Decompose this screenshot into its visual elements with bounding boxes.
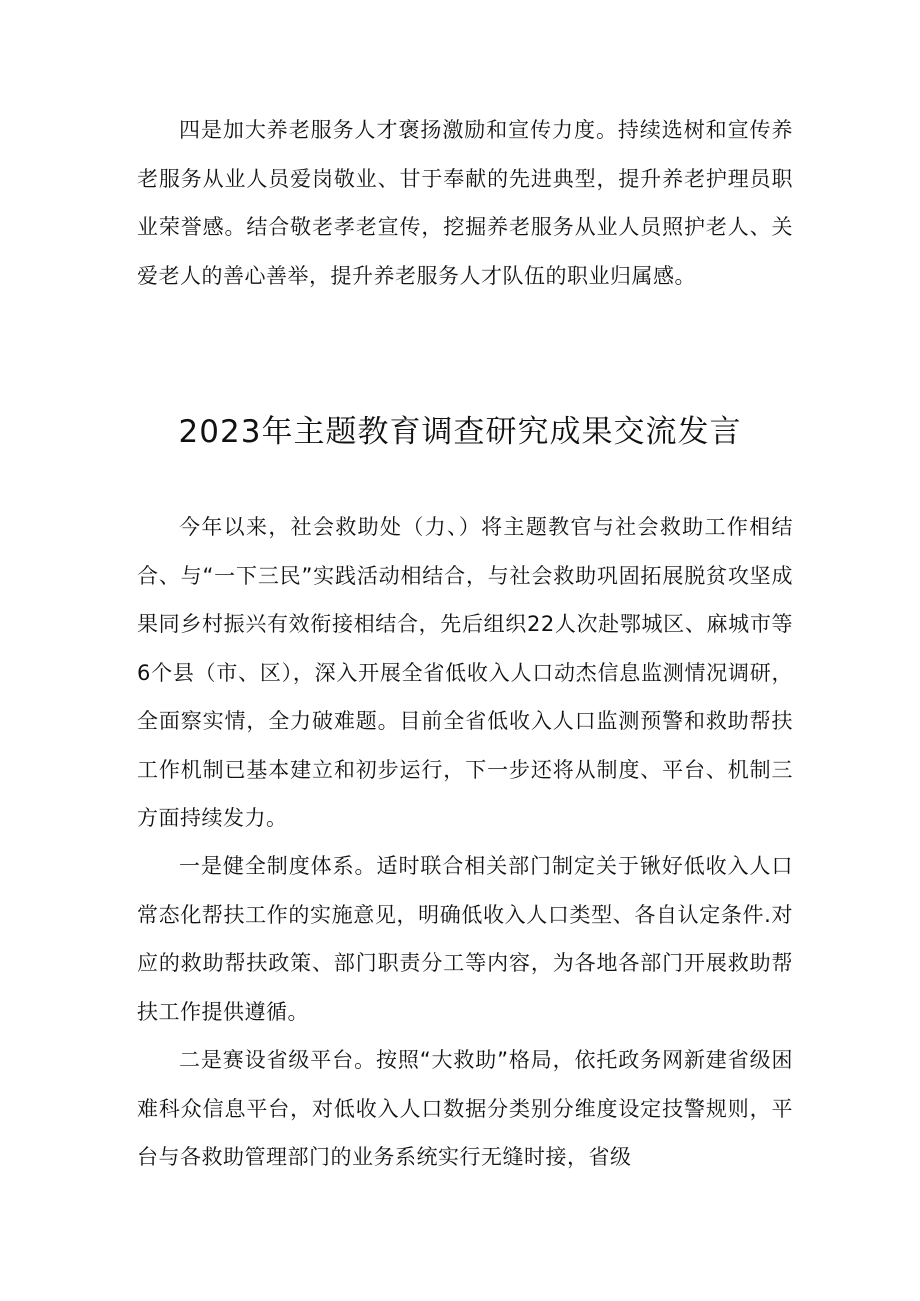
body-paragraph-1: 今年以来，社会救助处（力、）将主题教官与社会救助工作相结合、与“一下三民”实践活动相结合，与社会救助巩固拓展脱贫攻坚成果同乡村振兴有效衔接相结合，先后组织22人次赴鄂城区、麻城市等6个县（市、区），深入开展全省低收入人口动杰信息监测情况调研，全面察实情，全力破难题。目前全省低收入人口监测预警和救助帮扶工作机制已基本建立和初步运行，下一步还将从制度、平台、机制三方面持续发力。 <box>137 515 793 830</box>
intro-paragraph: 四是加大养老服务人才褒扬激励和宣传力度。持续选树和宣传养老服务从业人员爱岗敬业、甘于奉献的先进典型，提升养老护理员职业荣誉感。结合敬老孝老宣传，挖掘养老服务从业人员照护老人、关爱老人的善心善举，提升养老服务人才队伍的职业归属感。 <box>137 118 793 288</box>
body-paragraph-2: 一是健全制度体系。适时联合相关部门制定关于锹好低收入人口常态化帮扶工作的实施意见，明确低收入人口类型、各自认定条件.对应的救助帮扶政策、部门职责分工等内容，为各地各部门开展救助帮扶工作提供遵循。 <box>137 854 793 1024</box>
page-title: 2023年主题教育调查研究成果交流发言 <box>178 414 742 450</box>
body-paragraph-3: 二是赛设省级平台。按照“大救助”格局，依托政务网新建省级困难科众信息平台，对低收入人口数据分类别分维度设定技警规则，平台与各救助管理部门的业务系统实行无缝时接，省级 <box>137 1048 793 1169</box>
